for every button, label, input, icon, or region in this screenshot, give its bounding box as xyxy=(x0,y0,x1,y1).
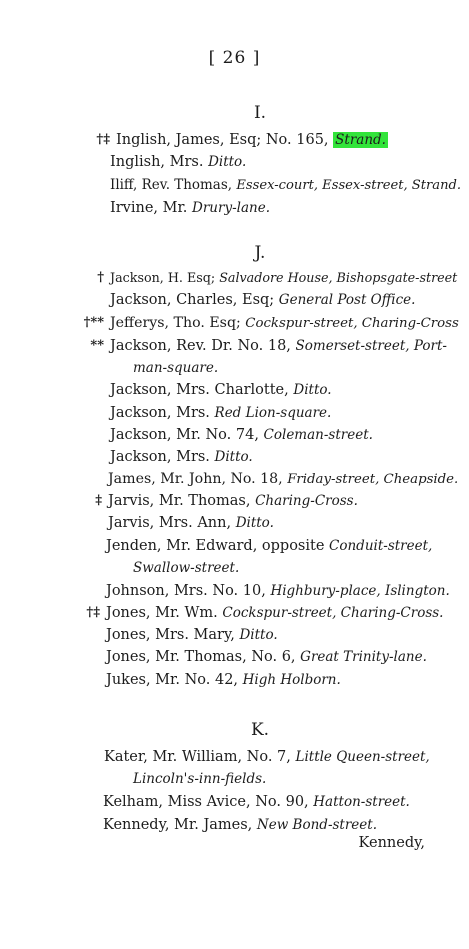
entry-address: Great Trinity-lane. xyxy=(300,649,427,665)
entry-address: Ditto. xyxy=(293,382,332,398)
entry-name: Jones, Mr. Thomas, No. 6, xyxy=(106,649,296,665)
entry-continuation: man-square. xyxy=(133,360,219,376)
entry-address: New Bond-street. xyxy=(256,817,378,833)
directory-entry xyxy=(110,175,461,196)
entry-name: Irvine, Mr. xyxy=(110,200,188,216)
directory-entry xyxy=(110,380,332,400)
catchword: Kennedy, xyxy=(358,835,425,851)
directory-entry xyxy=(83,313,459,334)
directory-entry xyxy=(106,647,427,667)
entry-name: Jukes, Mr. No. 42, xyxy=(106,672,239,688)
entry-name: Kennedy, Mr. James, xyxy=(103,817,253,833)
entry-name: Jarvis, Mr. Thomas, xyxy=(108,493,251,509)
entry-name: Kelham, Miss Avice, No. 90, xyxy=(103,794,309,810)
entry-name: Jackson, H. Esq; xyxy=(110,270,216,285)
entry-address: Hatton-street. xyxy=(313,794,410,810)
directory-entry xyxy=(110,403,331,423)
section-heading-k: K. xyxy=(250,720,270,740)
entry-name: Jackson, Charles, Esq; xyxy=(110,292,275,308)
entry-name: Jones, Mr. Wm. xyxy=(106,605,218,621)
directory-entry xyxy=(110,152,246,172)
entry-address: Somerset-street, Port- xyxy=(295,338,447,354)
directory-entry xyxy=(103,815,377,835)
entry-name: Inglish, Mrs. xyxy=(110,154,204,170)
entry-name: Jefferys, Tho. Esq; xyxy=(110,315,241,331)
section-heading-i: I. xyxy=(253,103,267,123)
entry-name: Iliff, Rev. Thomas, xyxy=(110,177,233,193)
directory-entry xyxy=(110,447,253,467)
directory-entry xyxy=(104,747,430,767)
entry-marks: † xyxy=(97,270,104,285)
page-number: [ 26 ] xyxy=(208,48,261,68)
directory-entry xyxy=(97,268,458,288)
entry-name: Jackson, Rev. Dr. No. 18, xyxy=(110,338,291,354)
entry-address: Charing-Cross. xyxy=(255,493,358,509)
entry-name: Jones, Mrs. Mary, xyxy=(106,627,235,643)
entry-address: Friday-street, Cheapside. xyxy=(287,472,459,487)
entry-name: Jenden, Mr. Edward, opposite xyxy=(106,538,325,554)
directory-entry xyxy=(110,198,270,218)
entry-address: Ditto. xyxy=(239,627,278,643)
directory-entry xyxy=(108,469,458,490)
entry-name: Jackson, Mrs. xyxy=(110,405,210,421)
directory-entry xyxy=(86,603,444,623)
entry-address-highlighted: Strand. xyxy=(335,132,386,148)
directory-entry xyxy=(95,491,358,511)
entry-address: Ditto. xyxy=(235,515,274,531)
entry-name: Jarvis, Mrs. Ann, xyxy=(108,515,232,531)
directory-entry xyxy=(110,425,373,445)
directory-entry xyxy=(106,536,432,556)
directory-entry xyxy=(96,130,388,150)
directory-entry xyxy=(106,625,278,645)
entry-address: Coleman-street. xyxy=(263,427,373,443)
entry-marks: ** xyxy=(90,338,104,353)
entry-address: Drury-lane. xyxy=(192,200,270,216)
entry-address: Highbury-place, Islington. xyxy=(270,583,450,599)
entry-name: James, Mr. John, No. 18, xyxy=(108,471,283,487)
entry-address: Cockspur-street, Charing-Cross. xyxy=(222,605,444,621)
entry-address: Essex-court, Essex-street, Strand. xyxy=(236,178,462,193)
section-heading-j: J. xyxy=(254,243,266,263)
entry-address: Salvadore House, Bishopsgate-street xyxy=(219,270,458,285)
entry-name: Kater, Mr. William, No. 7, xyxy=(104,749,291,765)
entry-address: Conduit-street, xyxy=(329,538,433,554)
entry-marks: †‡ xyxy=(86,605,100,620)
entry-name: Johnson, Mrs. No. 10, xyxy=(106,583,266,599)
entry-name: Jackson, Mrs. xyxy=(110,449,210,465)
entry-address: Ditto. xyxy=(214,449,253,465)
entry-address: Little Queen-street, xyxy=(295,749,430,765)
entry-address: Red Lion-square. xyxy=(214,405,332,421)
directory-entry xyxy=(110,290,415,310)
entry-address: Cockspur-street, Charing-Cross xyxy=(245,316,459,331)
entry-name: Jackson, Mrs. Charlotte, xyxy=(110,382,289,398)
entry-marks: †‡ xyxy=(96,132,110,147)
entry-address: General Post Office. xyxy=(278,292,416,308)
entry-continuation: Lincoln's-inn-fields. xyxy=(133,771,267,787)
directory-entry xyxy=(90,336,447,356)
entry-name: Jackson, Mr. No. 74, xyxy=(110,427,259,443)
entry-marks: †** xyxy=(83,315,104,330)
directory-entry xyxy=(103,792,410,812)
entry-address: High Holborn. xyxy=(242,672,341,688)
directory-entry xyxy=(108,513,274,533)
directory-entry xyxy=(106,581,450,601)
directory-entry xyxy=(106,670,341,690)
entry-marks: ‡ xyxy=(95,493,102,508)
entry-continuation: Swallow-street. xyxy=(133,560,240,576)
entry-name: Inglish, James, Esq; No. 165, xyxy=(116,132,329,148)
entry-address: Ditto. xyxy=(208,154,247,170)
